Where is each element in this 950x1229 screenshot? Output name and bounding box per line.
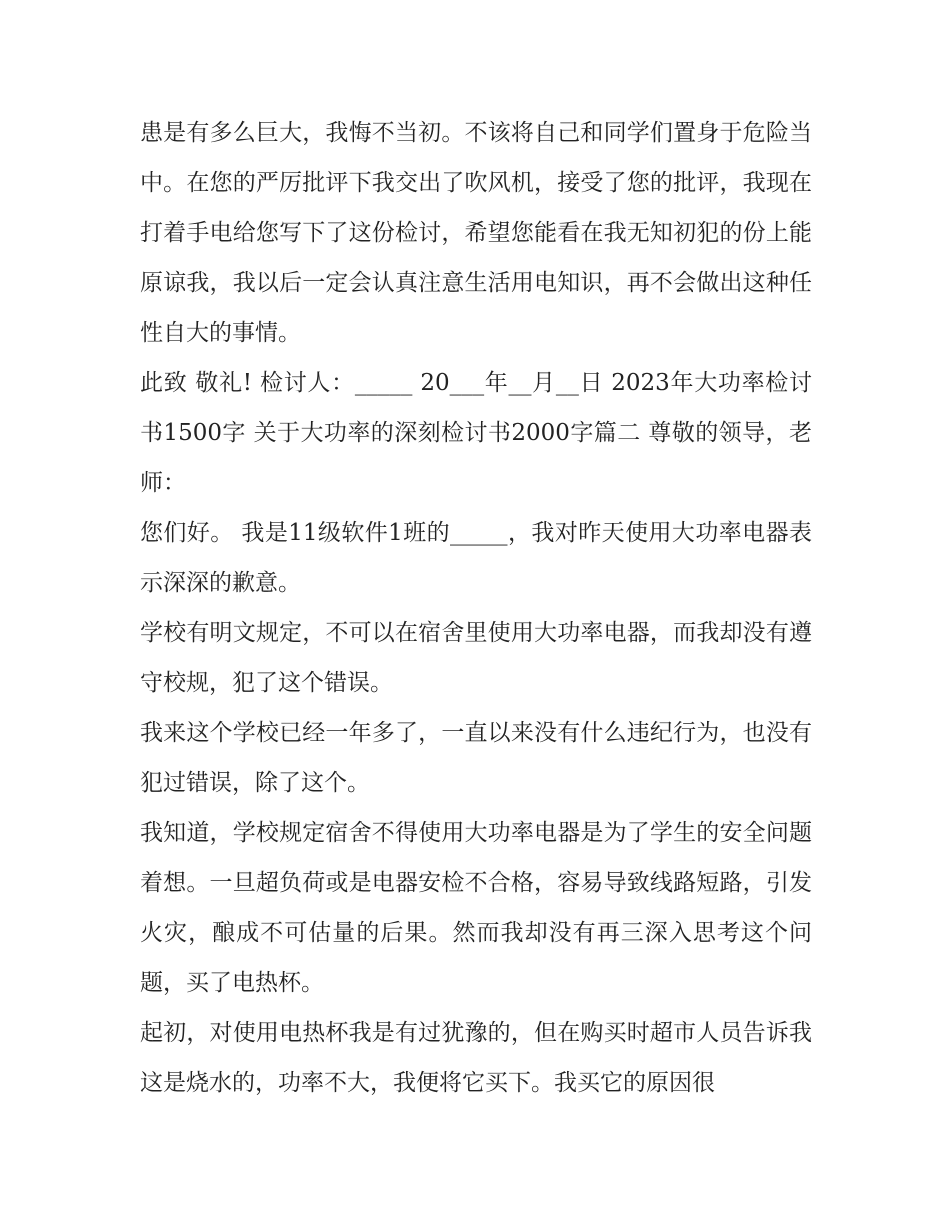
paragraph-3: 您们好。 我是11级软件1班的_____，我对昨天使用大功率电器表示深深的歉意。 — [140, 520, 812, 596]
paragraph-5: 我来这个学校已经一年多了，一直以来没有什么违纪行为，也没有犯过错误，除了这个。 — [140, 720, 812, 796]
paragraph-1: 患是有多么巨大，我悔不当初。不该将自己和同学们置身于危险当中。在您的严厉批评下我交出了吹风机，接受了您的批评，我现在打着手电给您写下了这份检讨，希望您能看在我无知初犯的份上能原谅我，我以后一定会认真注意生活用电知识，再不会做出这种任性自大的事情。 — [140, 120, 812, 346]
paragraph-7: 起初，对使用电热杯我是有过犹豫的，但在购买时超市人员告诉我这是烧水的，功率不大，我便将它买下。我买它的原因很 — [140, 1020, 812, 1096]
paragraph-6: 我知道，学校规定宿舍不得使用大功率电器是为了学生的安全问题着想。一旦超负荷或是电器安检不合格，容易导致线路短路，引发火灾，酿成不可估量的后果。然而我却没有再三深入思考这个问题，买了电热杯。 — [140, 820, 812, 996]
paragraph-2: 此致 敬礼! 检讨人：_____ 20___年__月__日 2023年大功率检讨书1500字 关于大功率的深刻检讨书2000字篇二 尊敬的领导，老师： — [140, 370, 812, 496]
document-body — [140, 108, 812, 1108]
paragraph-4: 学校有明文规定，不可以在宿舍里使用大功率电器，而我却没有遵守校规，犯了这个错误。 — [140, 620, 812, 696]
